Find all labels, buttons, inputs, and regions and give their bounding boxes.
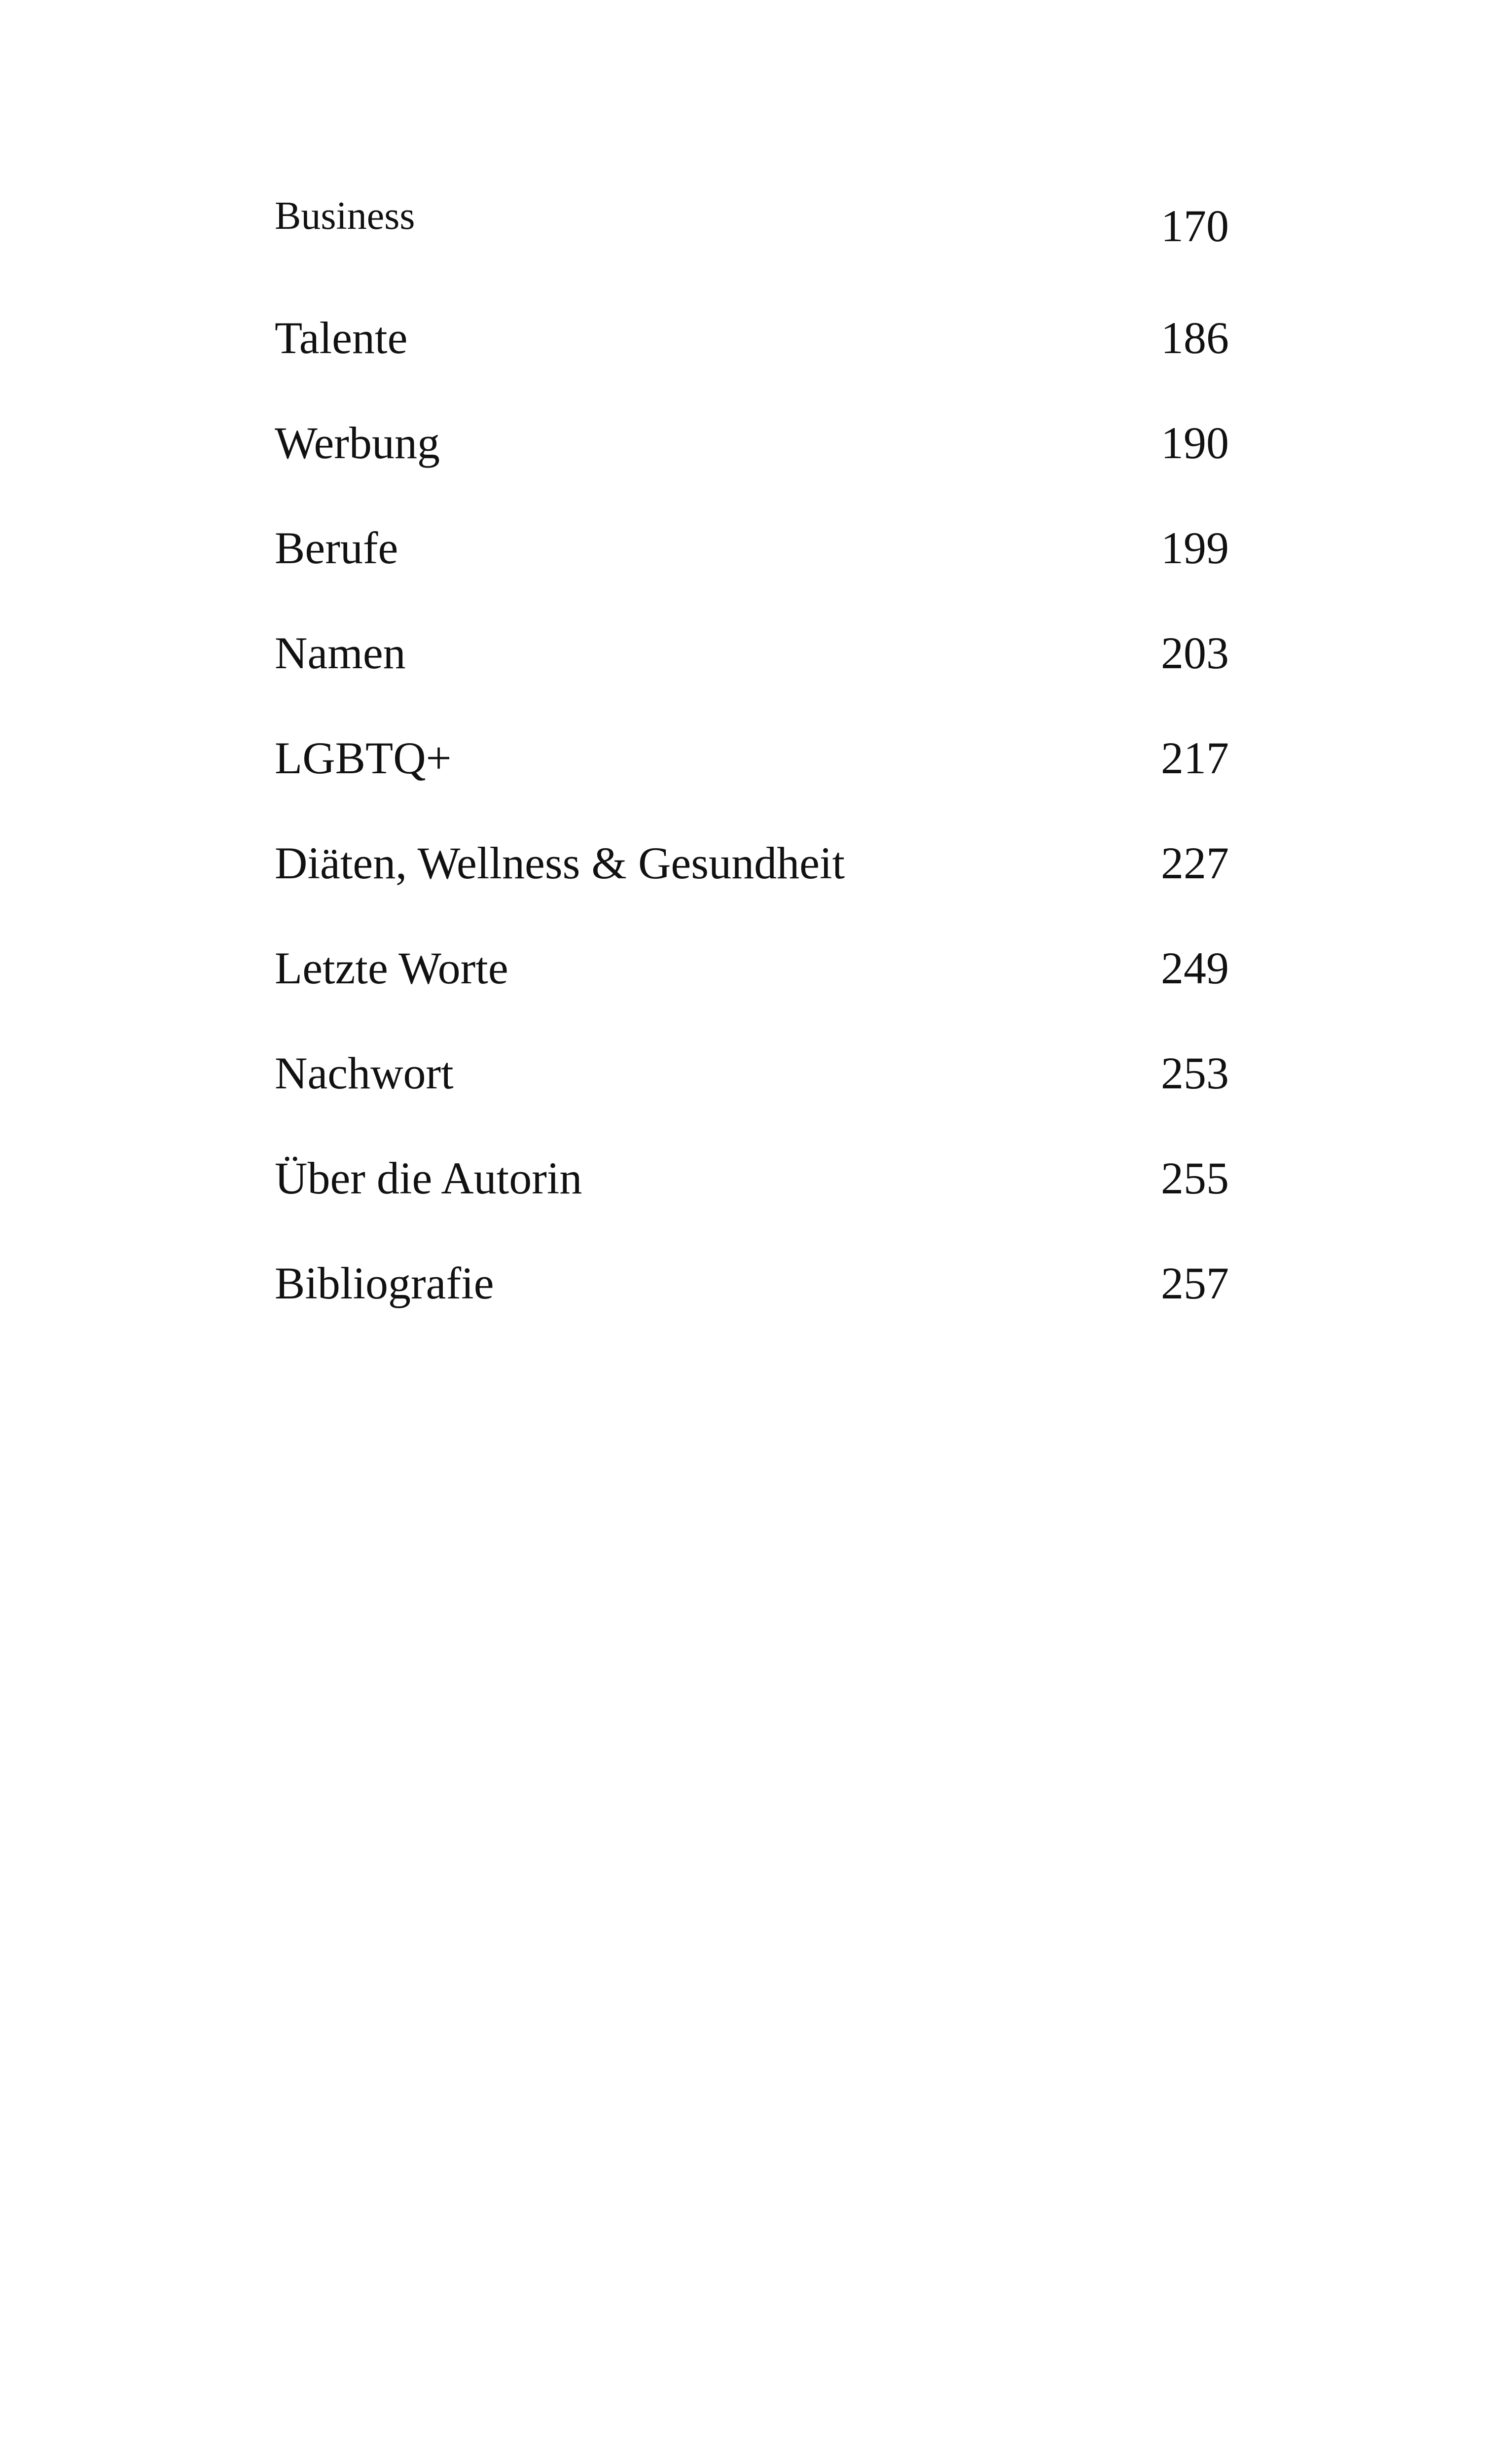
toc-entry-page: 199 bbox=[1161, 523, 1229, 573]
toc-entry-page: 203 bbox=[1161, 628, 1229, 678]
toc-entry-title: Über die Autorin bbox=[275, 1153, 582, 1203]
toc-entry-page: 190 bbox=[1161, 418, 1229, 468]
toc-entry-title: Talente bbox=[275, 313, 408, 363]
toc-entry-title: Werbung bbox=[275, 418, 440, 468]
toc-entry bbox=[275, 824, 1229, 929]
toc-entry-page: 170 bbox=[1161, 201, 1229, 251]
toc-entry bbox=[275, 298, 1229, 403]
toc-entry-title: LGBTQ+ bbox=[275, 733, 452, 783]
toc-entry-title: Business bbox=[275, 194, 415, 238]
toc-entry bbox=[275, 1244, 1229, 1349]
toc-entry bbox=[275, 929, 1229, 1034]
toc-entry-page: 255 bbox=[1161, 1153, 1229, 1203]
toc-entry-page: 227 bbox=[1161, 838, 1229, 888]
toc-entry-title: Diäten, Wellness & Gesundheit bbox=[275, 838, 845, 888]
toc-entry bbox=[275, 613, 1229, 719]
toc-entry-title: Letzte Worte bbox=[275, 943, 508, 993]
toc-entry-title: Bibliografie bbox=[275, 1258, 494, 1308]
toc-entry-page: 257 bbox=[1161, 1258, 1229, 1308]
toc-entry-title: Namen bbox=[275, 628, 406, 678]
toc-entry-page: 217 bbox=[1161, 733, 1229, 783]
table-of-contents bbox=[275, 182, 1229, 1349]
toc-entry bbox=[275, 1034, 1229, 1139]
toc-entry bbox=[275, 1139, 1229, 1244]
toc-entry-title: Nachwort bbox=[275, 1048, 454, 1098]
toc-entry bbox=[275, 182, 1229, 298]
toc-entry-page: 249 bbox=[1161, 943, 1229, 993]
toc-entry bbox=[275, 508, 1229, 613]
toc-entry-page: 253 bbox=[1161, 1048, 1229, 1098]
toc-entry bbox=[275, 403, 1229, 508]
toc-entry-title: Berufe bbox=[275, 523, 398, 573]
toc-entry-page: 186 bbox=[1161, 313, 1229, 363]
toc-entry bbox=[275, 719, 1229, 824]
